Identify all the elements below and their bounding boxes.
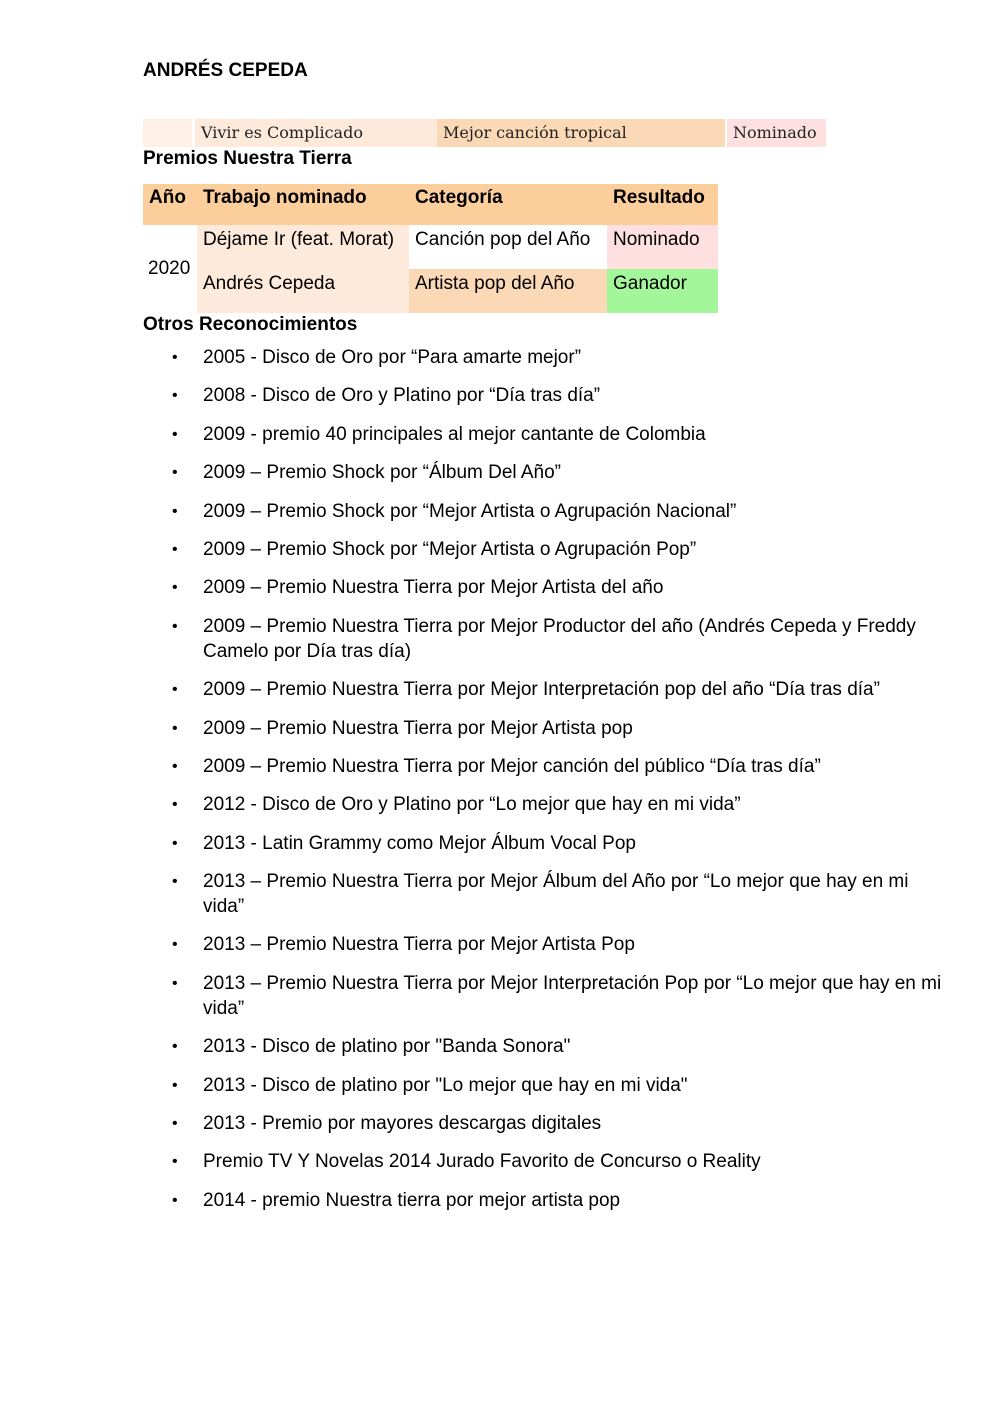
bullet-icon: • — [172, 1038, 178, 1056]
list-item-text: 2009 – Premio Shock por “Mejor Artista o Agrupación Pop” — [203, 538, 697, 560]
list-item — [172, 1034, 943, 1059]
bullet-icon: • — [172, 834, 178, 852]
bullet-icon: • — [172, 425, 178, 443]
list-item-text: 2013 - Disco de platino por "Banda Sonora" — [203, 1036, 571, 1058]
strip-result-cell: Nominado — [727, 119, 826, 147]
bullet-icon: • — [172, 1076, 178, 1094]
list-item-text: 2009 – Premio Shock por “Álbum Del Año” — [203, 462, 562, 484]
list-item-text: 2009 – Premio Nuestra Tierra por Mejor canción del público “Día tras día” — [203, 755, 821, 777]
list-item-text: 2008 - Disco de Oro y Platino por “Día tras día” — [203, 385, 601, 407]
bullet-icon: • — [172, 796, 178, 814]
bullet-icon: • — [172, 1115, 178, 1133]
list-item-text: 2012 - Disco de Oro y Platino por “Lo mejor que hay en mi vida” — [203, 794, 741, 816]
otros-heading: Otros Reconocimientos — [143, 314, 358, 335]
bullet-icon: • — [172, 464, 178, 482]
bullet-icon: • — [172, 974, 178, 992]
header-category: Categoría — [409, 184, 607, 225]
bullet-icon: • — [172, 579, 178, 597]
list-item-text: 2009 – Premio Nuestra Tierra por Mejor Interpretación pop del año “Día tras día” — [203, 679, 880, 701]
list-item — [172, 971, 943, 1021]
list-item-text: 2009 – Premio Nuestra Tierra por Mejor Artista del año — [203, 577, 664, 599]
document-title: ANDRÉS CEPEDA — [143, 60, 308, 81]
list-item-text: 2013 – Premio Nuestra Tierra por Mejor Álbum del Año por “Lo mejor que hay en mi vida” — [203, 871, 909, 918]
row2-work: Andrés Cepeda — [197, 269, 409, 313]
header-result: Resultado — [607, 184, 718, 225]
list-item — [172, 716, 943, 741]
list-item — [172, 499, 943, 524]
list-item — [172, 677, 943, 702]
list-item — [172, 932, 943, 957]
strip-empty-cell — [143, 119, 195, 147]
bullet-icon: • — [172, 502, 178, 520]
awards-list — [143, 345, 943, 1226]
strip-work-cell: Vivir es Complicado — [195, 119, 437, 147]
premios-heading: Premios Nuestra Tierra — [143, 148, 352, 169]
list-item — [172, 345, 943, 370]
list-item — [172, 383, 943, 408]
list-item — [172, 1188, 943, 1213]
list-item — [172, 754, 943, 779]
year-cell: 2020 — [143, 225, 197, 313]
bullet-icon: • — [172, 617, 178, 635]
bullet-icon: • — [172, 719, 178, 737]
list-item — [172, 575, 943, 600]
row1-result: Nominado — [607, 225, 718, 269]
list-item-text: 2013 - Latin Grammy como Mejor Álbum Vocal Pop — [203, 832, 636, 854]
list-item — [172, 1111, 943, 1136]
bullet-icon: • — [172, 349, 178, 366]
list-item-text: 2009 - premio 40 principales al mejor cantante de Colombia — [203, 423, 706, 445]
list-item — [172, 1149, 943, 1174]
list-item — [172, 869, 943, 919]
row2-category: Artista pop del Año — [409, 269, 607, 313]
list-item — [172, 1073, 943, 1098]
header-year: Año — [143, 184, 197, 225]
list-item-text: 2014 - premio Nuestra tierra por mejor artista pop — [203, 1189, 621, 1211]
list-item-text: 2005 - Disco de Oro por “Para amarte mejor” — [203, 347, 582, 368]
bullet-icon: • — [172, 1153, 178, 1171]
row1-category: Canción pop del Año — [409, 225, 607, 269]
list-item — [172, 422, 943, 447]
row2-result: Ganador — [607, 269, 718, 313]
list-item — [172, 614, 943, 664]
list-item-text: 2009 – Premio Shock por “Mejor Artista o Agrupación Nacional” — [203, 500, 737, 522]
list-item-text: Premio TV Y Novelas 2014 Jurado Favorito de Concurso o Reality — [203, 1151, 761, 1173]
bullet-icon: • — [172, 936, 178, 954]
bullet-icon: • — [172, 1191, 178, 1209]
list-item — [172, 537, 943, 562]
list-item — [172, 831, 943, 856]
row1-work: Déjame Ir (feat. Morat) — [197, 225, 409, 269]
list-item-text: 2013 - Disco de platino por "Lo mejor que hay en mi vida" — [203, 1074, 688, 1096]
list-item-text: 2009 – Premio Nuestra Tierra por Mejor Artista pop — [203, 717, 633, 739]
bullet-icon: • — [172, 540, 178, 558]
list-item-text: 2013 – Premio Nuestra Tierra por Mejor Artista Pop — [203, 934, 635, 956]
list-item-text: 2009 – Premio Nuestra Tierra por Mejor Productor del año (Andrés Cepeda y Freddy Camelo por Día tras día) — [203, 615, 916, 662]
strip-category-cell: Mejor canción tropical — [437, 119, 725, 147]
list-item — [172, 460, 943, 485]
header-work: Trabajo nominado — [197, 184, 409, 225]
list-item-text: 2013 - Premio por mayores descargas digitales — [203, 1113, 602, 1135]
list-item-text: 2013 – Premio Nuestra Tierra por Mejor Interpretación Pop por “Lo mejor que hay en mi vida” — [203, 972, 942, 1019]
bullet-icon: • — [172, 681, 178, 699]
list-item — [172, 792, 943, 817]
bullet-icon: • — [172, 387, 178, 405]
bullet-icon: • — [172, 873, 178, 891]
bullet-icon: • — [172, 757, 178, 775]
